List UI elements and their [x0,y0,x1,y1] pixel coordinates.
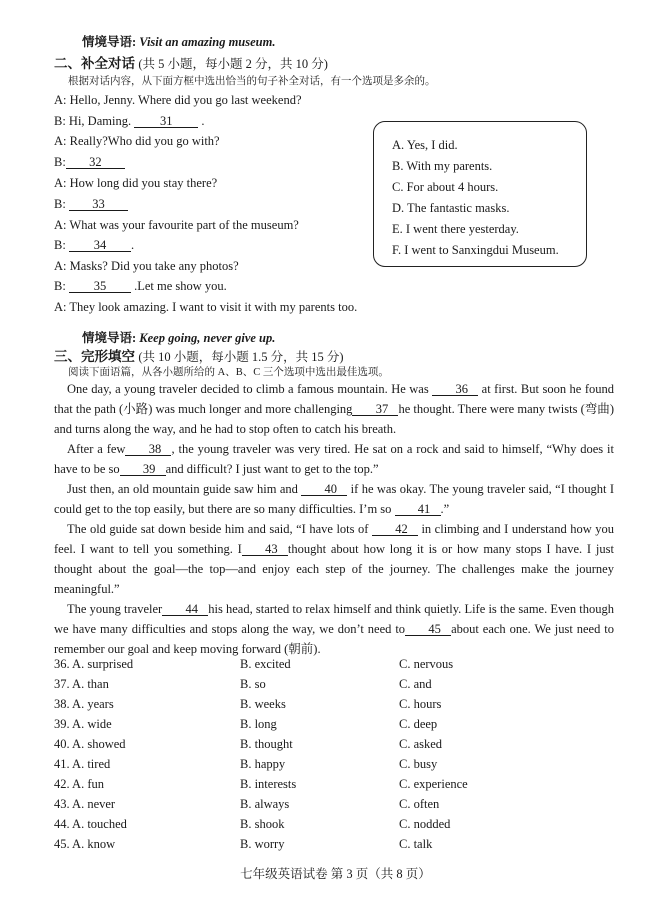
blank-32[interactable]: 32 [66,156,125,169]
passage-text: he thought. There were many twists (弯曲) and turns along the way, and he had to stop often to catch his breath. [54,402,614,436]
passage-text: thought about how long it is or how many stops I have. I just thought about the goal—the top—and enjoy each step of the journey. The challenges make the journey meaningful.” [54,542,614,596]
blank-35[interactable]: 35 [69,280,131,293]
page-footer: 七年级英语试卷 第 3 页（共 8 页） [240,867,431,881]
section2-title-note: (共 5 小题，每小题 2 分，共 10 分) [138,57,328,71]
passage-text: , the young traveler was very tired. He sat on a rock and said to himself, “Why does it have to be so [54,442,614,476]
passage-text: One day, a young traveler decided to climb a famous mountain. He was [67,382,433,396]
question-38-option-c[interactable]: C. hours [399,697,442,711]
section3-title-note: (共 10 小题，每小题 1.5 分，共 15 分) [138,350,344,364]
blank-43[interactable]: 43 [242,543,288,556]
question-40-option-c[interactable]: C. asked [399,737,443,751]
dialogue-line [54,238,134,253]
passage-text: After a few [67,442,126,456]
question-38-option-a[interactable]: 38. A. years [54,697,114,711]
dialogue-text: A: They look amazing. I want to visit it with my parents too. [54,300,358,314]
dialogue-line [54,114,204,129]
options-box [373,121,587,267]
blank-33[interactable]: 33 [69,198,128,211]
question-39-option-a[interactable]: 39. A. wide [54,717,112,731]
dialogue-text: A: What was your favourite part of the museum? [54,218,299,232]
dialogue-text: A: How long did you stay there? [54,176,218,190]
question-44-option-b[interactable]: B. shook [240,817,285,831]
dialogue-line [54,93,302,108]
question-45-option-b[interactable]: B. worry [240,837,285,851]
passage-paragraph [54,519,614,599]
passage-paragraph [54,599,614,659]
option-d: D. The fantastic masks. [392,201,510,215]
question-41-option-c[interactable]: C. busy [399,757,438,771]
question-45-option-a[interactable]: 45. A. know [54,837,116,851]
dialogue-line [54,218,299,233]
dialogue-text-after: . [130,238,135,252]
blank-40[interactable]: 40 [301,483,347,496]
blank-42[interactable]: 42 [372,523,418,536]
dialogue-line [54,300,357,315]
section2-context-label: 情境导语: [82,35,137,49]
passage-text: his head, started to relax himself and think quietly. Life is the same. Even though we have many difficulties and stops along the way, we don’t need to [54,602,614,636]
section3-instruction: 阅读下面语篇，从各小题所给的 A、B、C 三个选项中选出最佳选项。 [68,367,389,378]
section2-title-text: 二、补全对话 [54,56,135,71]
dialogue-text: B: [54,155,66,169]
question-41-option-a[interactable]: 41. A. tired [54,757,111,771]
question-39-option-c[interactable]: C. deep [399,717,438,731]
passage-text: about each one. We just need to remember our goal and keep moving forward (朝前). [54,622,614,656]
blank-37[interactable]: 37 [352,403,398,416]
section2-instruction: 根据对话内容，从下面方框中选出恰当的句子补全对话，有一个选项是多余的。 [68,76,436,87]
question-36-option-c[interactable]: C. nervous [399,657,454,671]
question-39-option-b[interactable]: B. long [240,717,277,731]
dialogue-text: A: Hello, Jenny. Where did you go last weekend? [54,93,302,107]
question-44-option-c[interactable]: C. nodded [399,817,451,831]
question-36-option-b[interactable]: B. excited [240,657,291,671]
section3-title-text: 三、完形填空 [54,349,135,364]
dialogue-line [54,259,239,274]
cloze-passage [54,379,614,659]
question-45-option-c[interactable]: C. talk [399,837,433,851]
passage-text: at first. But soon he found that the path (小路) was much longer and more challenging [54,382,614,416]
option-f: F. I went to Sanxingdui Museum. [392,243,559,257]
dialogue-line [54,197,128,212]
section2-context [82,32,275,50]
question-40-option-a[interactable]: 40. A. showed [54,737,126,751]
passage-text: Just then, an old mountain guide saw him and [67,482,302,496]
dialogue-text: B: [54,238,69,252]
question-43-option-b[interactable]: B. always [240,797,290,811]
question-44-option-a[interactable]: 44. A. touched [54,817,127,831]
question-37-option-c[interactable]: C. and [399,677,432,691]
passage-paragraph [54,439,614,479]
section3-context-text: Keep going, never give up. [139,331,276,345]
passage-text: The old guide sat down beside him and said, “I have lots of [67,522,372,536]
passage-text: The young traveler [67,602,163,616]
question-43-option-c[interactable]: C. often [399,797,440,811]
blank-36[interactable]: 36 [432,383,478,396]
passage-text: if he was okay. The young traveler said, “I thought I could get to the top easily, but there are so many difficulties. I’m so [54,482,615,516]
section3-title [54,345,344,365]
passage-paragraph [54,479,614,519]
section3-context-label: 情境导语: [82,331,137,345]
question-38-option-b[interactable]: B. weeks [240,697,286,711]
blank-38[interactable]: 38 [125,443,171,456]
section3-context [82,328,275,346]
dialogue-text-after: . [198,114,205,128]
blank-31[interactable]: 31 [134,115,198,128]
question-42-option-a[interactable]: 42. A. fun [54,777,104,791]
question-37-option-a[interactable]: 37. A. than [54,677,109,691]
dialogue-text: B: Hi, Daming. [54,114,135,128]
blank-34[interactable]: 34 [69,239,131,252]
dialogue-line [54,176,217,191]
option-a: A. Yes, I did. [392,138,458,152]
blank-44[interactable]: 44 [162,603,208,616]
section2-context-text: Visit an amazing museum. [139,35,276,49]
dialogue-text: A: Really?Who did you go with? [54,134,220,148]
question-40-option-b[interactable]: B. thought [240,737,293,751]
option-b: B. With my parents. [392,159,493,173]
dialogue-line [54,155,125,170]
option-e: E. I went there yesterday. [392,222,519,236]
passage-text: .” [440,502,450,516]
passage-text: in climbing and I understand how you feel. I want to tell you something. I [54,522,614,556]
passage-paragraph [54,379,614,439]
question-42-option-c[interactable]: C. experience [399,777,468,791]
question-42-option-b[interactable]: B. interests [240,777,297,791]
dialogue-text: B: [54,197,69,211]
dialogue-line [54,134,220,149]
passage-text: and difficult? I just want to get to the top.” [165,462,379,476]
option-c: C. For about 4 hours. [392,180,499,194]
dialogue-text: A: Masks? Did you take any photos? [54,259,239,273]
blank-45[interactable]: 45 [405,623,451,636]
question-36-option-a[interactable]: 36. A. surprised [54,657,134,671]
dialogue-text-after: .Let me show you. [130,279,227,293]
section2-title [54,52,328,72]
question-43-option-a[interactable]: 43. A. never [54,797,116,811]
dialogue-line [54,279,227,294]
dialogue-text: B: [54,279,69,293]
question-37-option-b[interactable]: B. so [240,677,266,691]
blank-41[interactable]: 41 [395,503,441,516]
blank-39[interactable]: 39 [120,463,166,476]
question-41-option-b[interactable]: B. happy [240,757,286,771]
